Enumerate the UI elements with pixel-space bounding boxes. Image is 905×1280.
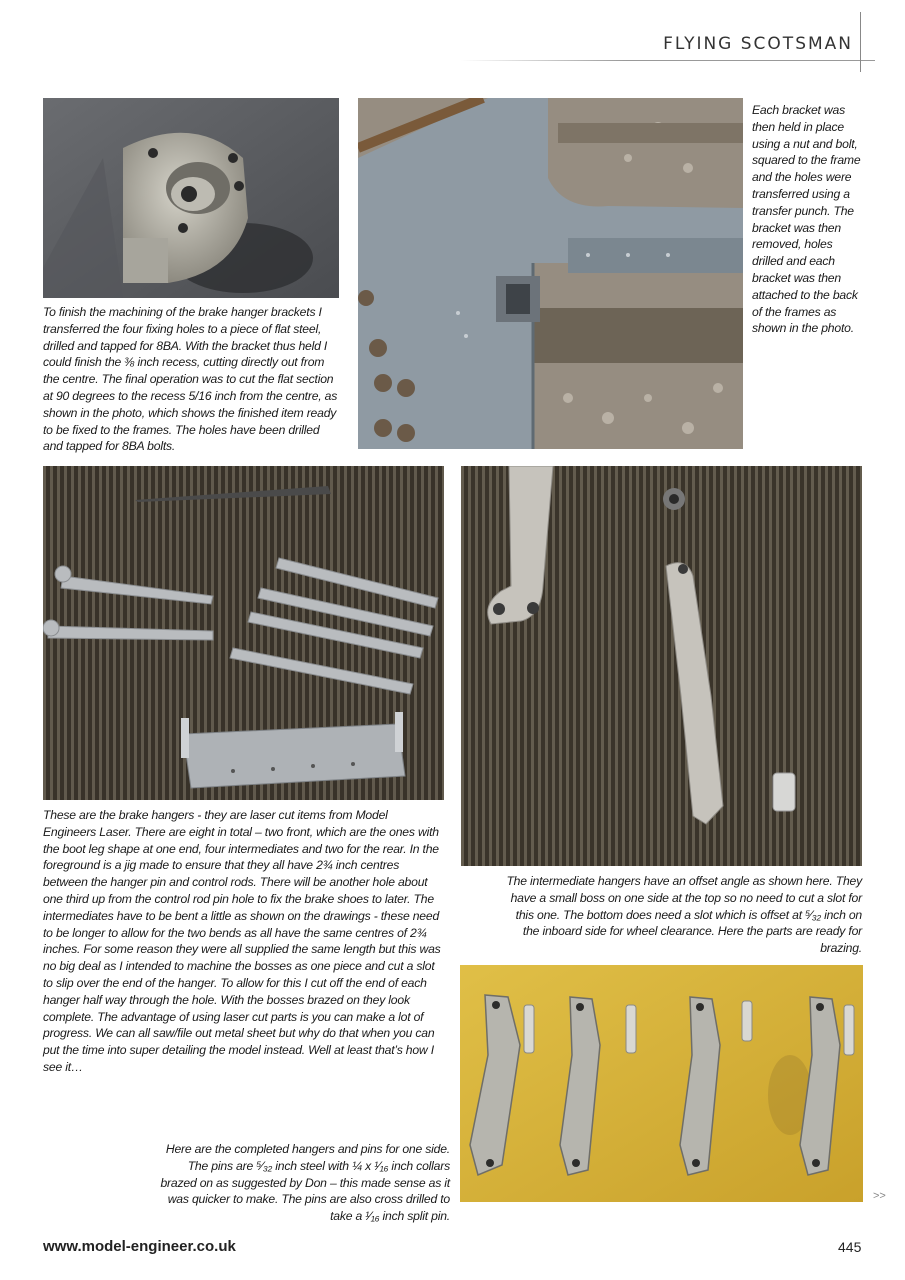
footer-website-url[interactable]: www.model-engineer.co.uk <box>43 1238 236 1255</box>
photo-completed-hangers <box>460 965 863 1202</box>
caption-completed-hangers: Here are the completed hangers and pins for one side. The pins are ⁵⁄₃₂ inch steel with ¼ x ¹⁄₁₆ inch collars brazed on as suggested by Don – this made sense as it was quicker to make. The pins are also cross drilled to take a ¹⁄₁₆ inch split pin. <box>160 1142 450 1224</box>
photo-intermediate-hangers <box>461 466 862 866</box>
header-vertical-rule <box>860 12 861 72</box>
photo-bracket-on-frame <box>358 98 743 449</box>
continue-arrow-icon: >> <box>873 1190 886 1202</box>
caption-intermediate-hangers: The intermediate hangers have an offset angle as shown here. They have a small boss on one side at the top so no need to cut a slot for this one. The bottom does need a slot which is offset at ⁵⁄₃₂ inch on the inboard side for wheel clearance. Here the parts are ready for brazing. <box>506 874 862 956</box>
photo-machined-bracket <box>43 98 339 298</box>
running-header-title: FLYING SCOTSMAN <box>663 34 853 54</box>
header-rule <box>460 60 875 61</box>
photo-brake-hangers <box>43 466 444 800</box>
caption-brake-hangers: These are the brake hangers - they are laser cut items from Model Engineers Laser. There are eight in total – two front, which are the ones with the boot leg shape at one end, four intermediates and two for the rear. In the foreground is a jig made to ensure that they all have 2¾ inch centres between the hanger pin and control rods. There will be another hole about one third up from the control rod pin hole to fix the brake shoes to later. The intermediates have to be bent a little as shown on the drawings - these need to be longer to allow for the two bends as all have the same centres of 2¾ inches. For some reason they were all supplied the same length but this was no big deal as I intended to machine the bosses as one piece and cut a slot to slip over the end of the hanger. To allow for this I cut off the end of each hanger half way through the hole. With the bosses brazed on they look complete. The advantage of using laser cut parts is you can make a lot of progress. We can all saw/file out metal sheet but why do that when you can put the time into super detailing the model instead. Well at least that’s how I see it… <box>43 808 441 1074</box>
caption-bracket-machining: To finish the machining of the brake hanger brackets I transferred the four fixing holes to a piece of flat steel, drilled and tapped for 8BA. With the bracket thus held I could finish the ⅜ inch recess, cutting directly out from the centre. The final operation was to cut the flat section at 90 degrees to the recess 5/16 inch from the centre, as shown in the photo, which shows the finished item ready to be fixed to the frames. The holes have been drilled and tapped for 8BA bolts. <box>43 305 338 454</box>
caption-bracket-attached: Each bracket was then held in place using a nut and bolt, squared to the frame and the holes were transferred using a transfer punch. The bracket was then removed, holes drilled and each bracket was then attached to the back of the frames as shown in the photo. <box>752 103 861 336</box>
page-number: 445 <box>838 1239 862 1255</box>
